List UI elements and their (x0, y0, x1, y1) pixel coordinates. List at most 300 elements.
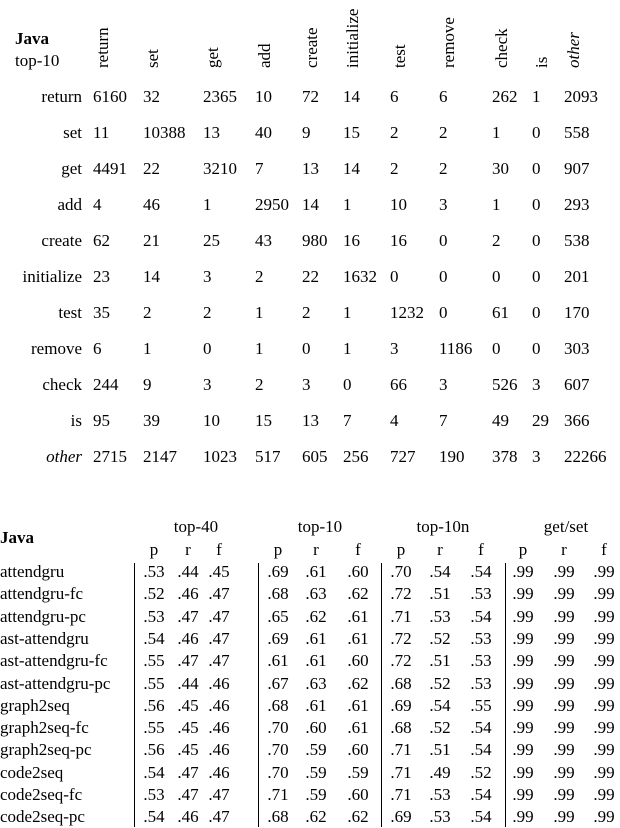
table2-cell: .68 (267, 696, 289, 715)
table2-cell: .68 (267, 584, 289, 603)
table1-cell: 3 (439, 195, 448, 214)
table2-cell: .62 (305, 607, 327, 626)
table2-cell: .99 (553, 674, 575, 693)
table1-col-header: initialize (343, 8, 362, 68)
table1-cell: 15 (255, 411, 272, 430)
table2-subheader: f (216, 540, 222, 559)
table2-cell: .54 (143, 629, 165, 648)
table2-cell: .99 (553, 696, 575, 715)
table2-cell: .99 (593, 718, 615, 737)
table1-cell: 35 (93, 303, 110, 322)
table1-cell: 4491 (93, 159, 127, 178)
table2-cell: .47 (208, 584, 230, 603)
table2-subheader: r (185, 540, 191, 559)
table2-cell: .60 (305, 718, 327, 737)
table1-cell: 607 (564, 375, 590, 394)
table2-cell: .62 (347, 807, 369, 826)
table2-cell: .47 (208, 629, 230, 648)
table1-col-header: return (93, 27, 112, 68)
table1-cell: 2365 (203, 87, 237, 106)
table2-title: Java (0, 528, 34, 547)
table2-cell: .56 (143, 696, 165, 715)
table2-cell: .52 (429, 674, 451, 693)
table1-cell: 2 (492, 231, 501, 250)
table1-row-label: get (61, 159, 82, 178)
table2-cell: .55 (470, 696, 492, 715)
table1-cell: 14 (343, 87, 360, 106)
table2-cell: .47 (208, 785, 230, 804)
table1-col-header: set (143, 49, 162, 68)
table2-cell: .99 (593, 629, 615, 648)
table2-cell: .55 (143, 674, 165, 693)
table1-cell: 558 (564, 123, 590, 142)
table1-cell: 6 (439, 87, 448, 106)
table2-cell: .99 (553, 651, 575, 670)
table2-cell: .54 (429, 696, 451, 715)
table1-cell: 3210 (203, 159, 237, 178)
table2-cell: .99 (593, 763, 615, 782)
table1-cell: 2 (439, 123, 448, 142)
table2-cell: .60 (347, 651, 369, 670)
table2-cell: .44 (177, 562, 199, 581)
table1-cell: 11 (93, 123, 110, 142)
table1-cell: 293 (564, 195, 590, 214)
table2-cell: .70 (390, 562, 412, 581)
table2-cell: .53 (143, 785, 165, 804)
table2-cell: .53 (429, 785, 451, 804)
table1-cell: 0 (343, 375, 352, 394)
table1-cell: 43 (255, 231, 272, 250)
table2-cell: .46 (177, 584, 199, 603)
table2-cell: .99 (553, 584, 575, 603)
table1-cell: 13 (203, 123, 220, 142)
table1-row-label: test (58, 303, 82, 322)
table2-cell: .99 (512, 562, 534, 581)
table1-row-label: other (46, 447, 82, 466)
table2-cell: .60 (347, 562, 369, 581)
table1-row-label: create (41, 231, 82, 250)
table2-cell: .61 (347, 607, 369, 626)
table2-cell: .45 (177, 740, 199, 759)
table1-cell: 61 (492, 303, 509, 322)
table1-cell: 22 (302, 267, 319, 286)
table2-cell: .46 (177, 629, 199, 648)
table1-cell: 201 (564, 267, 590, 286)
table1-cell: 29 (532, 411, 549, 430)
table1-cell: 46 (143, 195, 160, 214)
table2-cell: .52 (429, 629, 451, 648)
table2-cell: .54 (429, 562, 451, 581)
table1-cell: 9 (302, 123, 311, 142)
table2-row-label: ast-attendgru (0, 629, 89, 648)
table1-cell: 39 (143, 411, 160, 430)
table2-cell: .53 (143, 607, 165, 626)
table2-group-header: top-10 (297, 517, 343, 536)
table1-row-label: return (41, 87, 82, 106)
table2-cell: .71 (390, 785, 412, 804)
table2-cell: .53 (429, 807, 451, 826)
table1-col-header: is (532, 56, 551, 68)
table2-cell: .69 (390, 696, 412, 715)
table2-cell: .59 (305, 763, 327, 782)
table1-cell: 3 (390, 339, 399, 358)
table1-cell: 22 (143, 159, 160, 178)
table2-cell: .99 (593, 740, 615, 759)
table1-row-label: is (70, 411, 82, 430)
table1-cell: 30 (492, 159, 509, 178)
table1-cell: 190 (439, 447, 465, 466)
table2-cell: .72 (390, 584, 412, 603)
table2-cell: .47 (177, 763, 199, 782)
table1-cell: 2 (143, 303, 152, 322)
table2-cell: .53 (470, 651, 492, 670)
table2-cell: .51 (429, 651, 451, 670)
table2-cell: .60 (347, 785, 369, 804)
table2-subheader: p (273, 540, 283, 559)
table2-row-label: graph2seq-fc (0, 718, 89, 737)
table1-cell: 980 (302, 231, 328, 250)
table1-cell: 6160 (93, 87, 127, 106)
table2-cell: .54 (470, 562, 492, 581)
table2-cell: .47 (208, 651, 230, 670)
table2-cell: .46 (208, 763, 230, 782)
table2-cell: .61 (347, 718, 369, 737)
table2-cell: .61 (305, 651, 327, 670)
table2-cell: .99 (553, 629, 575, 648)
table1-cell: 40 (255, 123, 272, 142)
table2-group-header: get/set (543, 517, 589, 536)
table2-cell: .53 (470, 584, 492, 603)
table1-cell: 366 (564, 411, 590, 430)
table1-cell: 14 (302, 195, 319, 214)
table2-row-label: code2seq-pc (0, 807, 85, 826)
table1-cell: 262 (492, 87, 518, 106)
table2-cell: .72 (390, 629, 412, 648)
table1-cell: 6 (390, 87, 399, 106)
table1-subtitle: top-10 (15, 51, 60, 70)
table1-cell: 7 (439, 411, 448, 430)
table2-cell: .61 (305, 629, 327, 648)
table2-subheader: p (396, 540, 406, 559)
table1-cell: 16 (390, 231, 407, 250)
table2-cell: .52 (429, 718, 451, 737)
table1-cell: 244 (93, 375, 119, 394)
table1-cell: 0 (390, 267, 399, 286)
table2-subheader: p (518, 540, 528, 559)
table1-cell: 3 (203, 267, 212, 286)
table1-cell: 15 (343, 123, 360, 142)
table2-cell: .46 (208, 740, 230, 759)
table2-cell: .63 (305, 674, 327, 693)
table2-cell: .61 (305, 696, 327, 715)
table2-row-label: ast-attendgru-pc (0, 674, 111, 693)
table2-cell: .72 (390, 651, 412, 670)
table2-cell: .46 (208, 696, 230, 715)
table2-cell: .53 (143, 562, 165, 581)
table2-cell: .44 (177, 674, 199, 693)
table1-cell: 605 (302, 447, 328, 466)
table2-cell: .59 (347, 763, 369, 782)
table1-cell: 1 (343, 195, 352, 214)
table1-cell: 4 (93, 195, 102, 214)
table1-cell: 16 (343, 231, 360, 250)
table1-cell: 170 (564, 303, 590, 322)
table1-cell: 14 (143, 267, 160, 286)
table2-cell: .47 (208, 807, 230, 826)
table2-cell: .68 (390, 718, 412, 737)
table1-cell: 2 (255, 375, 264, 394)
table2-cell: .70 (267, 718, 289, 737)
table1-col-header: check (492, 28, 511, 68)
table1-cell: 1 (532, 87, 541, 106)
table1-row-label: remove (31, 339, 82, 358)
table1-cell: 2 (302, 303, 311, 322)
table2-cell: .53 (470, 674, 492, 693)
table1-cell: 1232 (390, 303, 424, 322)
table1-cell: 0 (302, 339, 311, 358)
table2-cell: .52 (470, 763, 492, 782)
table2-cell: .54 (470, 718, 492, 737)
table1-col-header: add (255, 43, 274, 68)
table1-cell: 49 (492, 411, 509, 430)
column-divider (134, 563, 135, 827)
table1-row-label: check (42, 375, 82, 394)
table2-cell: .51 (429, 740, 451, 759)
table2-cell: .62 (347, 584, 369, 603)
table1-cell: 517 (255, 447, 281, 466)
table1-cell: 0 (532, 159, 541, 178)
table2-cell: .99 (512, 696, 534, 715)
table1-cell: 13 (302, 411, 319, 430)
table2-cell: .55 (143, 651, 165, 670)
table2-cell: .99 (512, 651, 534, 670)
table1-cell: 0 (492, 339, 501, 358)
table1-cell: 303 (564, 339, 590, 358)
table1-cell: 1186 (439, 339, 473, 358)
table2-cell: .99 (593, 807, 615, 826)
table2-cell: .99 (553, 740, 575, 759)
table2-cell: .54 (470, 807, 492, 826)
column-divider (381, 563, 382, 827)
table2-cell: .99 (512, 763, 534, 782)
table2-row-label: graph2seq (0, 696, 70, 715)
table2-subheader: r (437, 540, 443, 559)
table2-subheader: r (561, 540, 567, 559)
table1-cell: 2093 (564, 87, 598, 106)
table1-cell: 3 (532, 447, 541, 466)
table2-cell: .63 (305, 584, 327, 603)
table2-cell: .99 (512, 607, 534, 626)
table1-cell: 6 (93, 339, 102, 358)
table1-cell: 2 (203, 303, 212, 322)
table1-cell: 0 (203, 339, 212, 358)
table2-subheader: f (355, 540, 361, 559)
table2-subheader: r (313, 540, 319, 559)
table2-cell: .67 (267, 674, 289, 693)
table1-cell: 10 (255, 87, 272, 106)
table2-cell: .61 (347, 629, 369, 648)
table1-cell: 1632 (343, 267, 377, 286)
table2-cell: .62 (347, 674, 369, 693)
table2-cell: .99 (593, 651, 615, 670)
table1-cell: 0 (532, 123, 541, 142)
table2-cell: .47 (177, 651, 199, 670)
table1-cell: 3 (439, 375, 448, 394)
table2-subheader: f (478, 540, 484, 559)
table2-cell: .68 (390, 674, 412, 693)
table1-cell: 25 (203, 231, 220, 250)
table1-cell: 21 (143, 231, 160, 250)
table2-cell: .62 (305, 807, 327, 826)
table1-cell: 526 (492, 375, 518, 394)
table2-cell: .53 (429, 607, 451, 626)
table1-col-header: test (390, 44, 409, 68)
table1-cell: 0 (532, 231, 541, 250)
table1-cell: 7 (343, 411, 352, 430)
table1-cell: 0 (439, 303, 448, 322)
table2-cell: .46 (177, 807, 199, 826)
table2-cell: .99 (553, 785, 575, 804)
table1-cell: 10 (390, 195, 407, 214)
table1-cell: 1 (143, 339, 152, 358)
table1-col-header: other (564, 32, 583, 68)
table1-cell: 0 (492, 267, 501, 286)
table2-cell: .61 (347, 696, 369, 715)
table1-cell: 0 (532, 339, 541, 358)
table2-cell: .99 (512, 629, 534, 648)
table2-cell: .49 (429, 763, 451, 782)
table1-col-header: remove (439, 17, 458, 68)
table1-cell: 32 (143, 87, 160, 106)
table2-row-label: attendgru-pc (0, 607, 86, 626)
table2-row-label: graph2seq-pc (0, 740, 92, 759)
table2-cell: .59 (305, 740, 327, 759)
table2-cell: .45 (208, 562, 230, 581)
table1-cell: 2147 (143, 447, 177, 466)
table2-cell: .54 (143, 807, 165, 826)
table1-cell: 3 (532, 375, 541, 394)
table1-cell: 23 (93, 267, 110, 286)
table1-cell: 0 (439, 267, 448, 286)
table1-cell: 95 (93, 411, 110, 430)
table1-cell: 66 (390, 375, 407, 394)
table1-cell: 907 (564, 159, 590, 178)
table2-cell: .99 (593, 696, 615, 715)
table1-cell: 0 (532, 303, 541, 322)
table2-cell: .71 (390, 740, 412, 759)
table2-row-label: code2seq (0, 763, 64, 782)
table1-cell: 62 (93, 231, 110, 250)
table2-cell: .54 (470, 607, 492, 626)
table2-subheader: f (601, 540, 607, 559)
table1-cell: 1 (255, 303, 264, 322)
table2-row-label: code2seq-fc (0, 785, 83, 804)
table1-cell: 1 (255, 339, 264, 358)
table2-cell: .46 (208, 718, 230, 737)
table1-cell: 10388 (143, 123, 186, 142)
table2-cell: .69 (267, 629, 289, 648)
table1-cell: 22266 (564, 447, 607, 466)
table2-cell: .99 (593, 674, 615, 693)
column-divider (258, 563, 259, 827)
table2-cell: .54 (470, 740, 492, 759)
table1-cell: 378 (492, 447, 518, 466)
table1-row-label: set (63, 123, 82, 142)
table1-cell: 1023 (203, 447, 237, 466)
table2-cell: .55 (143, 718, 165, 737)
table2-row-label: attendgru-fc (0, 584, 84, 603)
table1-cell: 2 (255, 267, 264, 286)
table2-cell: .99 (512, 674, 534, 693)
table2-cell: .69 (390, 807, 412, 826)
table2-row-label: ast-attendgru-fc (0, 651, 108, 670)
table2-cell: .47 (177, 607, 199, 626)
table1-title: Java (15, 29, 49, 48)
table1-cell: 7 (255, 159, 264, 178)
table2-cell: .99 (553, 763, 575, 782)
column-divider (505, 563, 506, 827)
table1-cell: 1 (203, 195, 212, 214)
table2-cell: .61 (267, 651, 289, 670)
table1-cell: 1 (492, 123, 501, 142)
table2-cell: .59 (305, 785, 327, 804)
table2-cell: .99 (512, 718, 534, 737)
table1-col-header: create (302, 27, 321, 68)
table2-cell: .99 (553, 562, 575, 581)
table1-cell: 0 (439, 231, 448, 250)
table2-cell: .65 (267, 607, 289, 626)
table1-cell: 1 (343, 303, 352, 322)
table2-cell: .71 (390, 607, 412, 626)
table2-cell: .45 (177, 696, 199, 715)
table2-cell: .71 (390, 763, 412, 782)
table2-cell: .47 (177, 785, 199, 804)
table2-cell: .52 (143, 584, 165, 603)
table2-cell: .71 (267, 785, 289, 804)
table2-cell: .68 (267, 807, 289, 826)
table1-cell: 0 (532, 267, 541, 286)
table1-col-header: get (203, 47, 222, 68)
table2-cell: .99 (553, 807, 575, 826)
table1-cell: 538 (564, 231, 590, 250)
table1-row-label: add (57, 195, 82, 214)
table1-cell: 2 (390, 123, 399, 142)
table1-cell: 2715 (93, 447, 127, 466)
table1-cell: 3 (302, 375, 311, 394)
table1-row-label: initialize (22, 267, 82, 286)
table1-cell: 0 (532, 195, 541, 214)
table1-cell: 72 (302, 87, 319, 106)
table1-cell: 256 (343, 447, 369, 466)
table2-cell: .70 (267, 763, 289, 782)
table1-cell: 2 (439, 159, 448, 178)
table1-cell: 10 (203, 411, 220, 430)
table2-cell: .99 (512, 785, 534, 804)
table2-cell: .99 (553, 607, 575, 626)
table2-subheader: p (149, 540, 159, 559)
table1-cell: 9 (143, 375, 152, 394)
table1-cell: 3 (203, 375, 212, 394)
table1-cell: 13 (302, 159, 319, 178)
table2-cell: .99 (512, 740, 534, 759)
table1-cell: 2950 (255, 195, 289, 214)
table1-cell: 727 (390, 447, 416, 466)
table2-cell: .46 (208, 674, 230, 693)
table2-cell: .99 (593, 607, 615, 626)
table2-cell: .99 (512, 584, 534, 603)
table2-cell: .99 (593, 562, 615, 581)
table2-cell: .56 (143, 740, 165, 759)
